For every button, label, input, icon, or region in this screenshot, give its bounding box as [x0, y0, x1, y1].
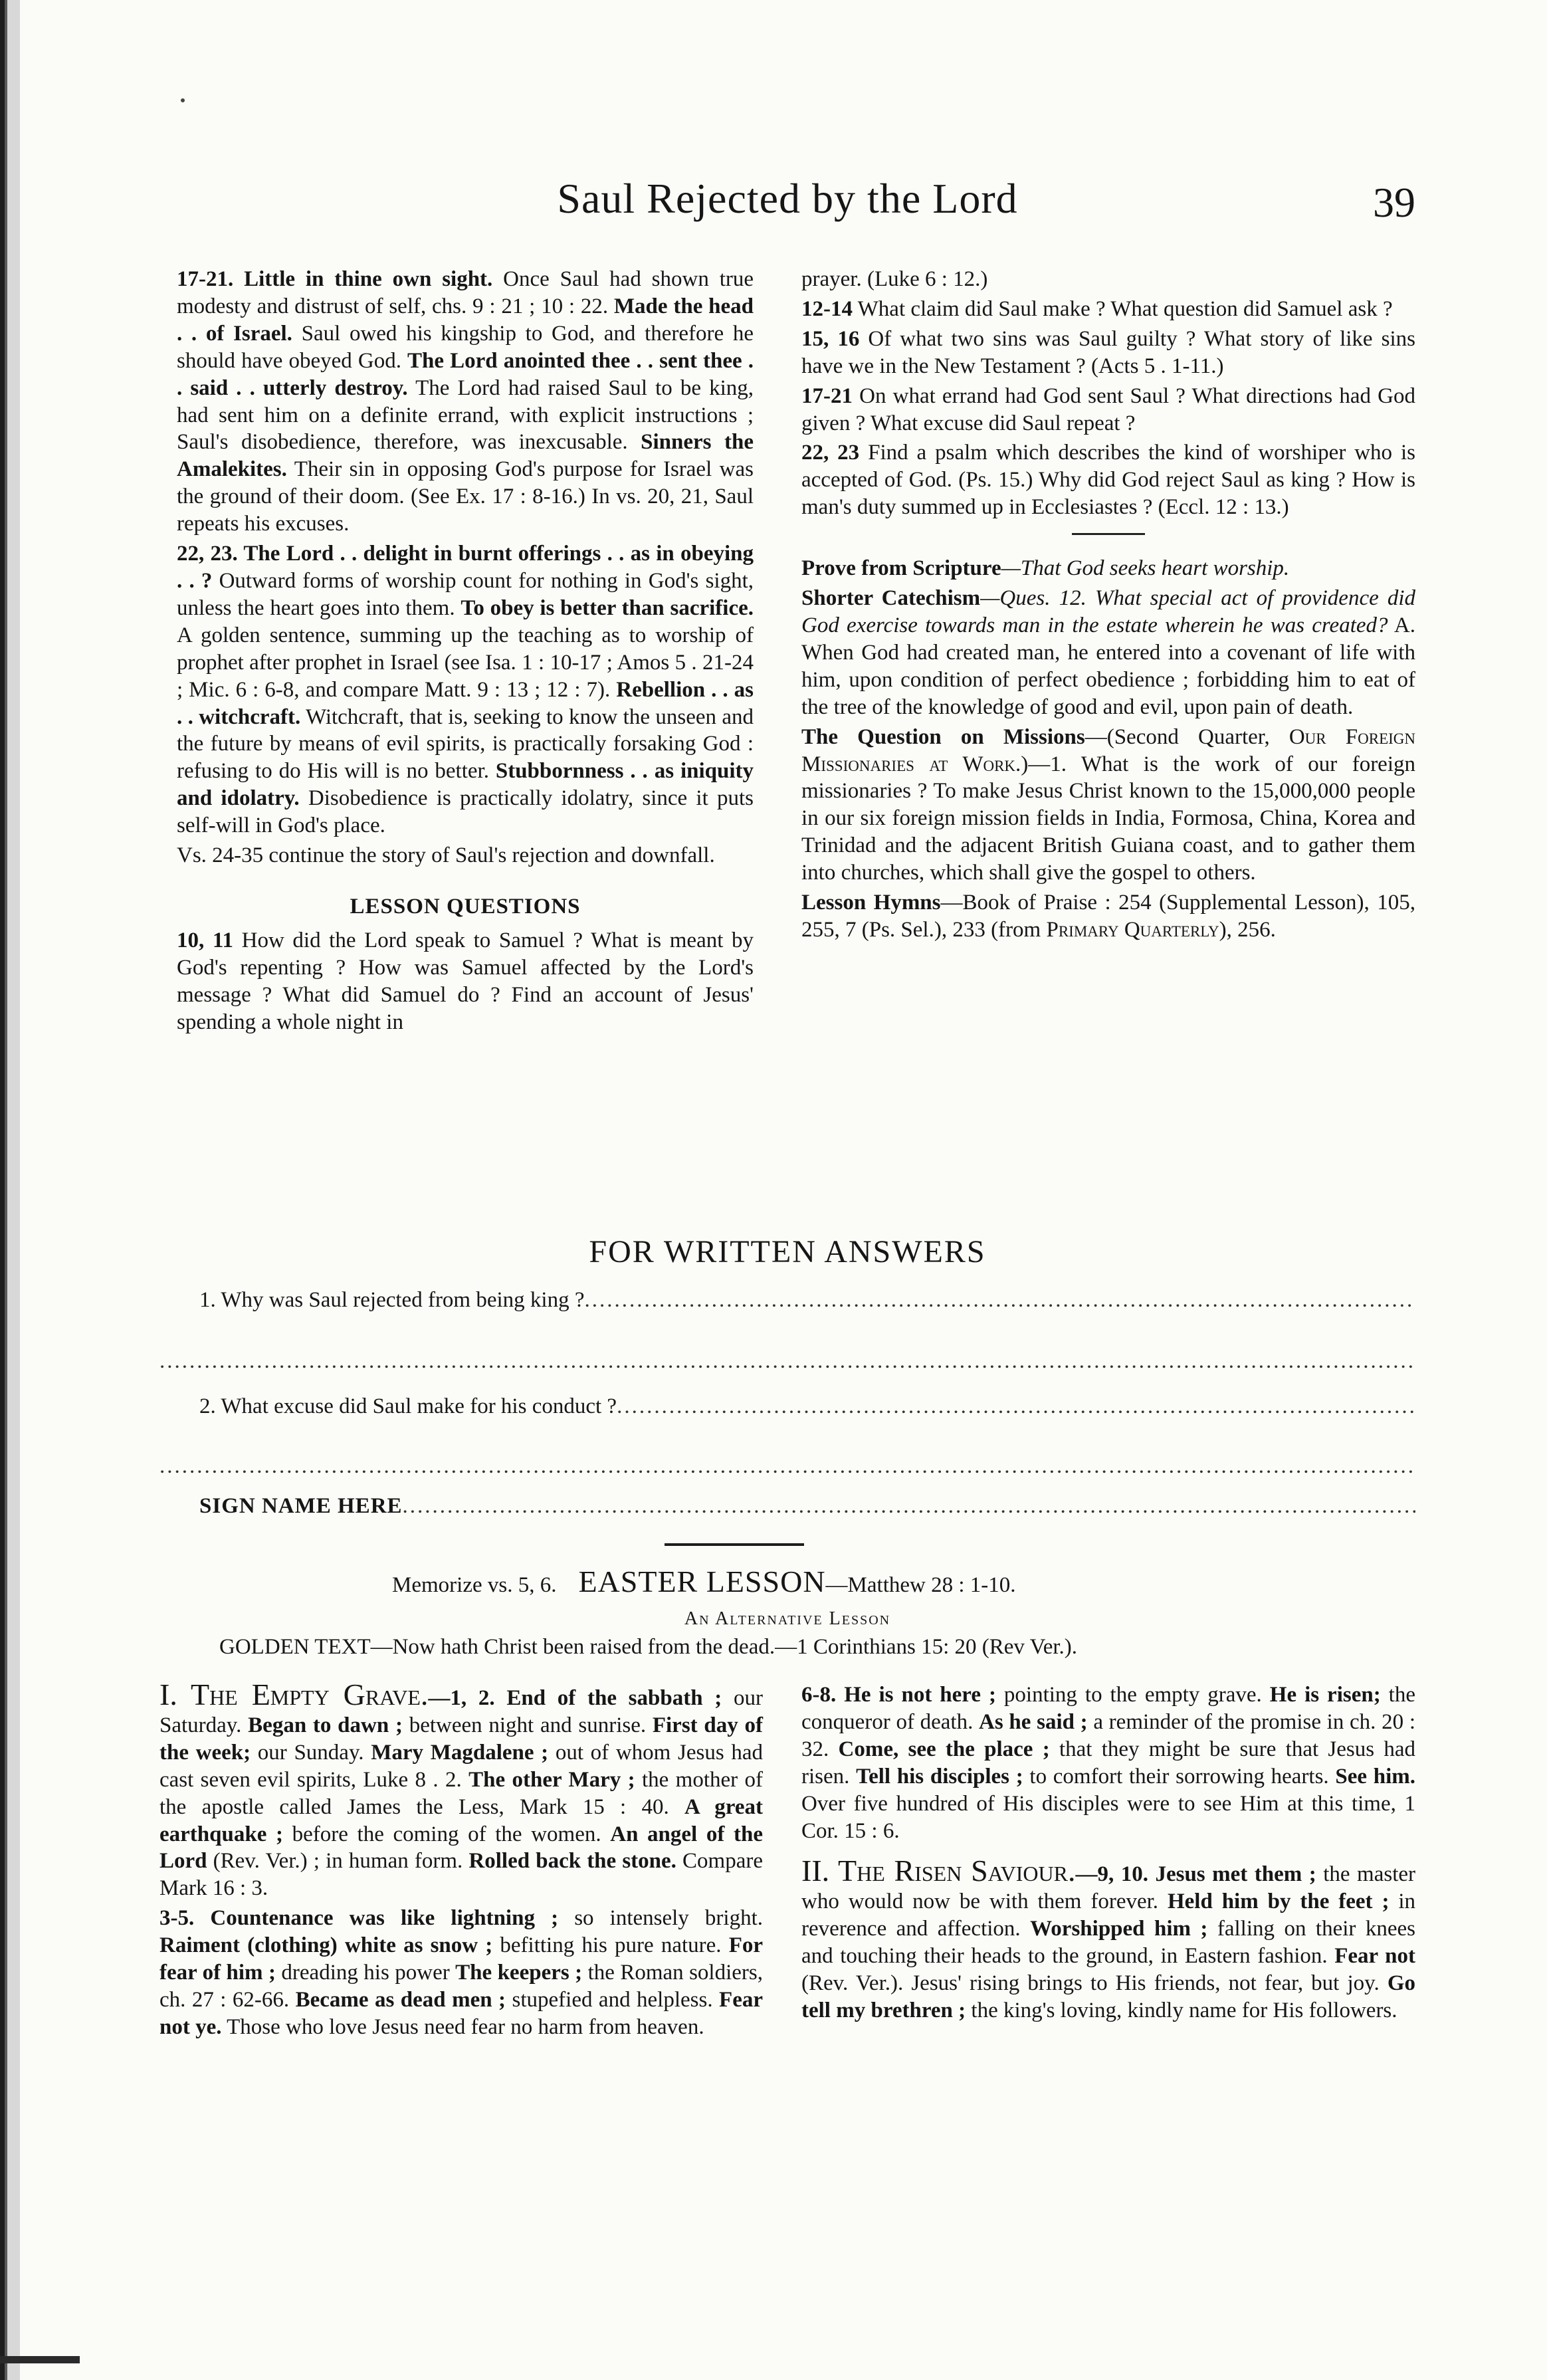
ques-number: —Ques. 12. — [980, 586, 1086, 611]
text: Saul owed his kingship to God, and therefore he should have obeyed God. — [177, 321, 754, 373]
text: the Roman soldiers, ch. 27 : 62-66. — [159, 1961, 763, 2012]
memorize-note: Memorize vs. 5, 6. — [392, 1573, 557, 1597]
verse-ref: 10, 11 — [177, 928, 234, 952]
lesson-hymns — [801, 889, 1415, 944]
keyword: A great earthquake ; — [159, 1794, 763, 1846]
text: Outward forms of worship count for nothing in God's sight, unless the heart goes into them. — [177, 568, 754, 620]
verse-ref: —9, 10. — [1075, 1862, 1156, 1887]
page-header — [159, 174, 1415, 241]
text: Of what two sins was Saul guilty ? What story of like sins have we in the New Testament ? (Acts 5 . 1-11.) — [801, 326, 1415, 378]
keyword: Began to dawn ; — [248, 1713, 403, 1737]
easter-left-column — [159, 1677, 764, 2044]
verse-ref: 17-21 — [801, 383, 853, 408]
scripture-ref: —Matthew 28 : 1-10. — [825, 1573, 1016, 1597]
question-10-11-continued: prayer. (Luke 6 : 12.) — [801, 267, 988, 291]
scan-edge-bottom — [0, 2326, 80, 2380]
text: our Saturday. — [159, 1686, 764, 1737]
keyword: Became as dead men ; — [295, 1987, 506, 2012]
sign-name-row — [199, 1494, 1415, 1519]
keyword: The Lord anointed thee . . sent thee . . said . . utterly destroy. — [177, 348, 754, 400]
verse-ref: 6-8. — [801, 1683, 845, 1707]
keyword: The other Mary ; — [468, 1767, 635, 1792]
keyword: Held him by the feet ; — [1167, 1890, 1390, 1914]
text: Their sin in opposing God's purpose for Israel was the ground of their doom. (See Ex. 17 : 8-16.) In vs. 20, 21, Saul repeats his excuses. — [177, 457, 754, 536]
keyword: The keepers ; — [455, 1961, 583, 1985]
text: before the coming of the women. — [282, 1822, 611, 1846]
signature-line[interactable] — [403, 1494, 1415, 1519]
lesson-questions-heading: LESSON QUESTIONS — [350, 894, 581, 919]
left-column — [177, 266, 754, 1038]
keyword: Fear not — [1334, 1944, 1416, 1969]
divider — [665, 1543, 804, 1546]
verse-ref: 17-21. Little in thine own sight. — [177, 267, 493, 291]
text: the king's loving, kindly name for His followers. — [966, 1998, 1397, 2022]
paragraph-6-8 — [801, 1681, 1415, 1844]
text: in reverence and affection. — [801, 1890, 1416, 1941]
speck — [181, 98, 185, 102]
label: Lesson Hymns — [801, 891, 941, 915]
page-number: 39 — [1373, 179, 1415, 226]
easter-lesson-header — [392, 1564, 1455, 1599]
keyword: Come, see the place ; — [838, 1737, 1050, 1761]
text: How did the Lord speak to Samuel ? What is meant by God's repenting ? How was Samuel affected by the Lord's message ? What did Samuel do ? Find an account of Jesus' spending a whole night in — [177, 928, 754, 1034]
text: falling on their knees and touching their heads to the ground, in Eastern fashion. — [801, 1917, 1415, 1969]
shorter-catechism — [801, 585, 1415, 721]
label: Prove from Scripture — [801, 556, 1001, 581]
divider — [1072, 533, 1145, 535]
keyword: Countenance was like lightning ; — [210, 1906, 559, 1931]
text: (Rev. Ver.). Jesus' rising brings to His friends, not fear, but joy. — [801, 1971, 1388, 1996]
keyword: Go tell my brethren ; — [801, 1971, 1415, 2022]
section-title: The Empty Grave. — [177, 1677, 429, 1711]
written-question-2 — [199, 1394, 1415, 1419]
text: a reminder of the promise in ch. 20 : 32. — [801, 1709, 1415, 1761]
keyword: Rolled back the stone. — [468, 1849, 676, 1874]
question-17-21 — [801, 383, 1415, 437]
keyword: End of the sabbath ; — [506, 1686, 722, 1710]
text: A golden sentence, summing up the teaching as to worship of prophet after prophet in Israel (see Isa. 1 : 10-17 ; Amos 5 . 21-24 ; Mic. 6 : 6-8, and compare Matt. 9 : 13 ; 12 : 7). — [177, 623, 754, 702]
text: Find a psalm which describes the kind of worshiper who is accepted of God. (Ps. 15.) Why did God reject Saul as king ? How is man's duty summed up in Ecclesiastes ? (Eccl. 12 : 13.) — [801, 441, 1415, 520]
text: to comfort their sorrowing hearts. — [1023, 1764, 1336, 1788]
verse-ref: 12-14 — [801, 296, 853, 321]
text: Witchcraft, that is, seeking to know the unseen and the future by means of evil spirits, is practically forsaking God : refusing to do His will is no better. — [177, 704, 754, 784]
paragraph-22-23 — [177, 540, 754, 839]
keyword: Mary Magdalene ; — [371, 1740, 549, 1765]
prove-from-scripture — [801, 555, 1415, 582]
keyword: Stubbornness . . as iniquity and idolatry. — [177, 759, 754, 811]
keyword: Worshipped him ; — [1030, 1917, 1208, 1941]
verse-ref: 3-5. — [159, 1906, 211, 1931]
text: the master who would now be with them forever. — [801, 1862, 1415, 1914]
keyword: See him. — [1335, 1764, 1415, 1788]
answer-line-1b[interactable] — [159, 1349, 1415, 1374]
answer-line[interactable] — [584, 1288, 1415, 1313]
paragraph-17-21 — [177, 266, 754, 538]
keyword: To obey is better than sacrifice. — [461, 595, 754, 620]
text: so intensely bright. — [558, 1906, 763, 1931]
text: —Book of Praise : 254 (Supplemental Lesson), 105, 255, 7 (Ps. Sel.), 233 (from — [801, 891, 1415, 942]
answer: A. When God had created man, he entered into a covenant of life with him, upon condition of perfect obedience ; forbidding him to eat of the tree of the knowledge of good and evil, upon pain of death. — [801, 613, 1415, 719]
text: dreading his power — [275, 1961, 456, 1985]
text: Compare Mark 16 : 3. — [159, 1849, 764, 1901]
text: Disobedience is practically idolatry, since it puts self-will in God's place. — [177, 786, 754, 838]
text: out of whom Jesus had cast seven evil spirits, Luke 8 . 2. — [159, 1740, 763, 1792]
text: between night and sunrise. — [402, 1713, 653, 1737]
question-text: 1. Why was Saul rejected from being king ? — [199, 1288, 585, 1312]
page-title: Saul Rejected by the Lord — [557, 175, 1018, 222]
text: (Rev. Ver.) ; in human form. — [207, 1849, 469, 1874]
golden-text: GOLDEN TEXT—Now hath Christ been raised from the dead.—1 Corinthians 15: 20 (Rev Ver.). — [219, 1635, 1078, 1659]
text: The Lord had raised Saul to be king, had sent him on a definite errand, with explicit instructions ; Saul's disobedience, therefore, was inexcusable. — [177, 376, 754, 455]
text: Over five hundred of His disciples were to see Him at this time, 1 Cor. 15 : 6. — [801, 1791, 1415, 1843]
verse-ref: 22, 23 — [801, 441, 860, 465]
text: pointing to the empty grave. — [995, 1683, 1270, 1707]
question-text: 2. What excuse did Saul make for his conduct ? — [199, 1394, 617, 1418]
text: stupefied and helpless. — [506, 1987, 720, 2012]
text: On what errand had God sent Saul ? What directions had God given ? What excuse did Saul repeat ? — [801, 383, 1415, 435]
keyword: Jesus met them ; — [1155, 1862, 1316, 1887]
written-question-1 — [199, 1288, 1415, 1313]
keyword: Made the head . . of Israel. — [177, 294, 754, 346]
keyword: As he said ; — [979, 1709, 1088, 1734]
keyword: He is not here ; — [844, 1683, 996, 1707]
question-10-11 — [177, 927, 754, 1036]
label: The Question on Missions — [801, 724, 1085, 749]
text: Primary Quarterly — [1046, 917, 1219, 942]
verse-ref: 15, 16 — [801, 326, 860, 351]
text: our Sunday. — [251, 1740, 371, 1765]
keyword: Raiment (clothing) white as snow ; — [159, 1933, 493, 1958]
easter-right-column — [801, 1681, 1415, 2027]
text: .)—1. What is the work of our foreign missionaries ? To make Jesus Christ known to the 15,000,000 people in our six foreign mission fields in India, Formosa, China, Korea and Trinidad and the adjacent British Guiana coast, and to gather them into churches, which shall give the gospel to others. — [801, 752, 1415, 885]
section-risen-saviour — [801, 1854, 1416, 2024]
sign-name-label: SIGN NAME HERE — [199, 1494, 403, 1518]
written-answers-title: FOR WRITTEN ANSWERS — [589, 1234, 986, 1269]
text: ), 256. — [1219, 917, 1276, 942]
keyword: Sinners the Amalekites. — [177, 430, 754, 482]
question-on-missions — [801, 724, 1415, 887]
label: Shorter Catechism — [801, 586, 981, 611]
text: Our Foreign Missionaries at Work — [801, 724, 1416, 776]
section-title: The Risen Saviour. — [829, 1854, 1076, 1888]
keyword: First day of the week; — [159, 1713, 764, 1765]
alternative-lesson-label: An Alternative Lesson — [684, 1608, 891, 1629]
right-column — [801, 266, 1415, 946]
verse-ref: 22, 23. The Lord . . delight in burnt offerings . . as in obeying . . ? — [177, 542, 754, 593]
text: the mother of the apostle called James the Less, Mark 15 : 40. — [159, 1767, 763, 1819]
text: —(Second Quarter, — [1084, 724, 1289, 749]
text: the conqueror of death. — [801, 1683, 1415, 1734]
section-numeral: I. — [159, 1677, 177, 1711]
keyword: An angel of the Lord — [159, 1822, 763, 1874]
text: Those who love Jesus need fear no harm from heaven. — [221, 2014, 704, 2039]
verse-ref: —1, 2. — [428, 1686, 507, 1710]
keyword: Rebellion . . as . . witchcraft. — [177, 677, 754, 729]
text: that they might be sure that Jesus had risen. — [801, 1737, 1415, 1788]
question: What special act of providence did God exercise towards man in the estate wherein he was created? — [801, 586, 1415, 637]
text: Once Saul had shown true modesty and distrust of self, chs. 9 : 21 ; 10 : 22. — [177, 267, 754, 318]
section-empty-grave — [159, 1677, 764, 1902]
answer-line-2b[interactable] — [159, 1454, 1415, 1479]
easter-lesson-title: EASTER LESSON — [578, 1565, 826, 1598]
paragraph-3-5 — [159, 1905, 763, 2041]
keyword: Tell his disciples ; — [856, 1764, 1023, 1788]
keyword: Fear not ye. — [159, 1987, 763, 2039]
scan-edge — [0, 0, 20, 2380]
question-22-23 — [801, 439, 1415, 521]
section-numeral: II. — [801, 1854, 830, 1888]
answer-line[interactable] — [617, 1394, 1415, 1419]
keyword: For fear of him ; — [159, 1933, 763, 1985]
text: What claim did Saul make ? What question did Samuel ask ? — [853, 296, 1393, 321]
keyword: He is risen; — [1269, 1683, 1381, 1707]
question-15-16 — [801, 326, 1415, 380]
text: —That God seeks heart worship. — [1001, 556, 1290, 581]
text: befitting his pure nature. — [492, 1933, 729, 1958]
question-12-14 — [801, 296, 1415, 323]
paragraph-24-35: Vs. 24-35 continue the story of Saul's rejection and downfall. — [177, 843, 715, 868]
